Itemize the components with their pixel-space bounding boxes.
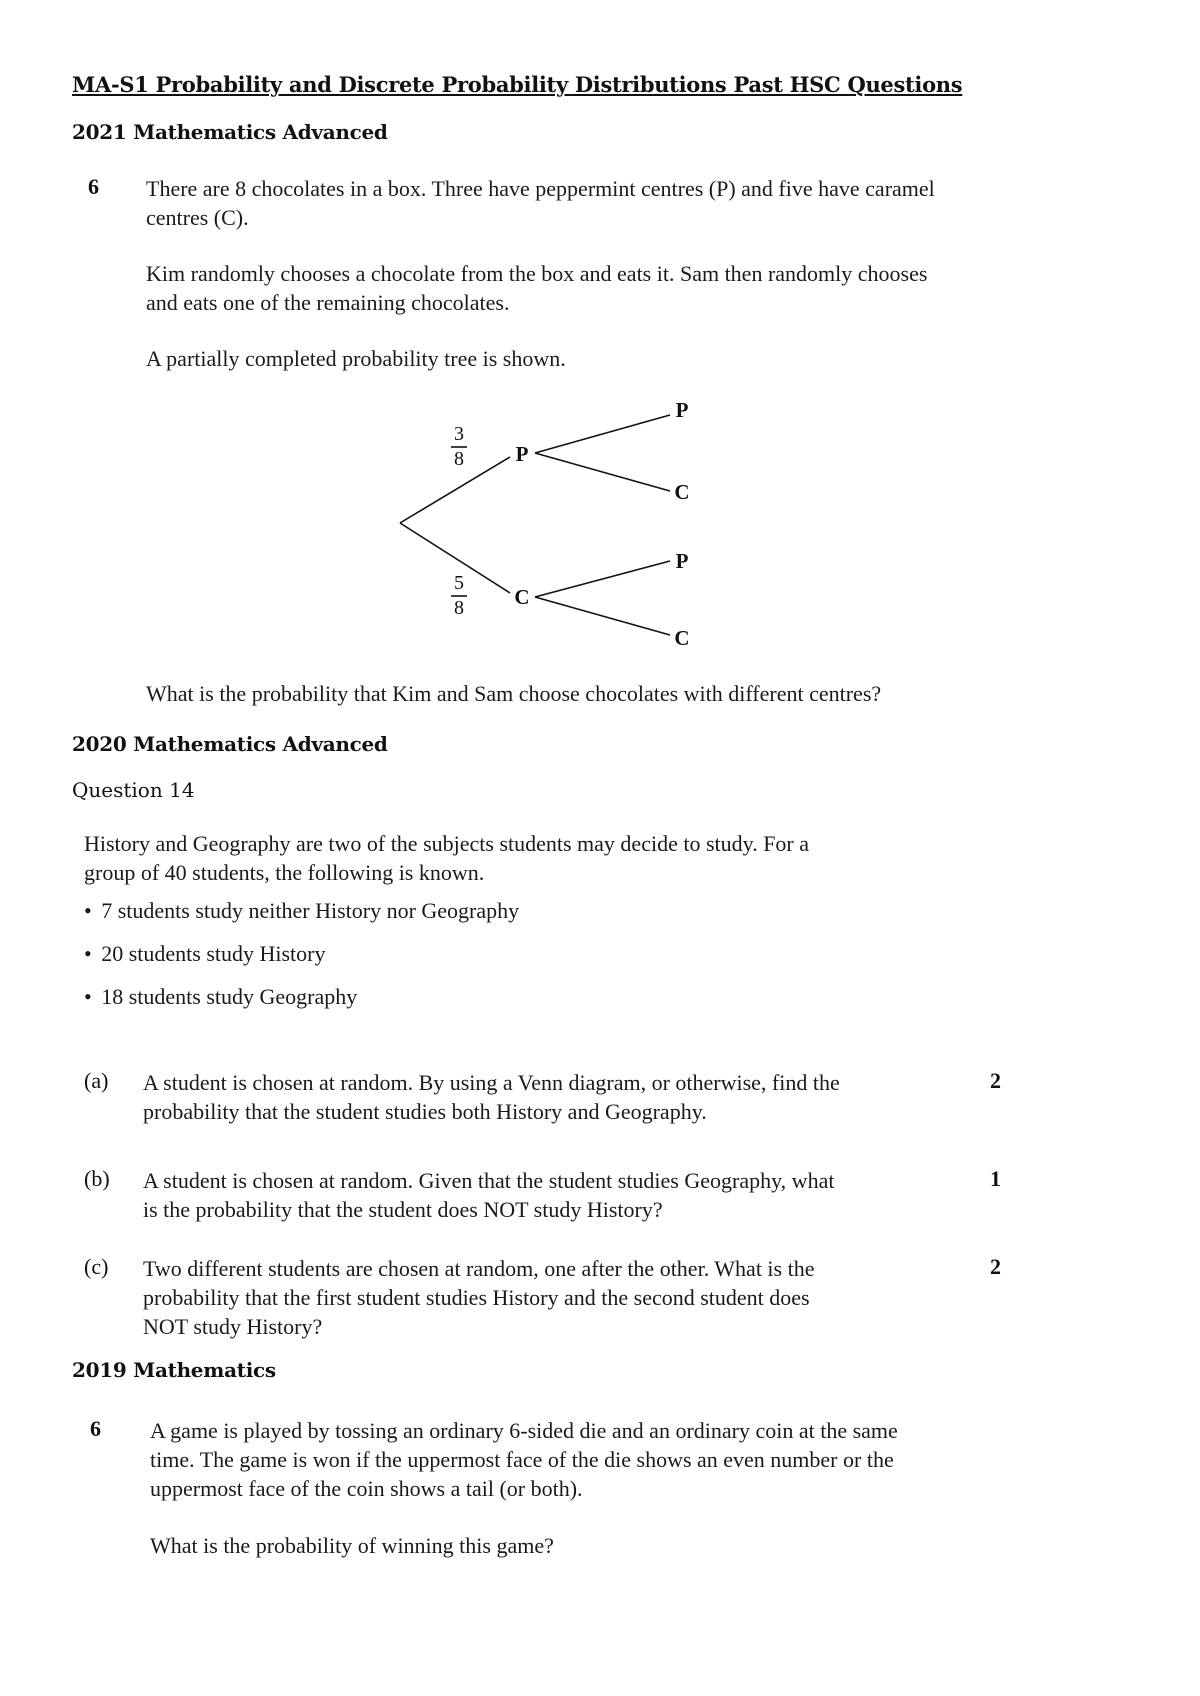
part-a-marks: 2: [990, 1068, 1001, 1093]
part-a-line1: A student is chosen at random. By using a Venn diagram, or otherwise, find the: [143, 1070, 840, 1095]
part-b-label: (b): [84, 1166, 110, 1191]
bullet-text: 20 students study History: [101, 941, 326, 966]
question-2019-text: [150, 1416, 898, 1503]
question-number-2019: 6: [90, 1416, 101, 1441]
branch-second-1: [535, 415, 670, 453]
question-2020-intro: [84, 829, 809, 887]
fraction-upper-numerator: 3: [454, 423, 464, 445]
question-2021-para3: A partially completed probability tree is shown.: [146, 346, 566, 371]
bullet-text: 18 students study Geography: [101, 984, 358, 1009]
question-2021-para2-line1: Kim randomly chooses a chocolate from the box and eats it. Sam then randomly chooses: [146, 261, 928, 286]
section-heading-2020: 2020 Mathematics Advanced: [72, 732, 388, 756]
node-first-upper: P: [515, 442, 529, 466]
question-2021-para1-line2: centres (C).: [146, 205, 249, 230]
question-2019-ask: What is the probability of winning this game?: [150, 1533, 554, 1558]
node-first-lower: C: [514, 585, 530, 609]
node-second-1: P: [675, 398, 689, 422]
question-2019-line2: time. The game is won if the uppermost face of the die shows an even number or the: [150, 1447, 894, 1472]
probability-tree: [380, 395, 710, 655]
part-a-label: (a): [84, 1068, 109, 1093]
part-c-line3: NOT study History?: [143, 1314, 323, 1339]
section-heading-2021: 2021 Mathematics Advanced: [72, 120, 388, 144]
bullet-item-1: [84, 896, 519, 925]
question-2021-para2-line2: and eats one of the remaining chocolates.: [146, 290, 510, 315]
question-2019-line1: A game is played by tossing an ordinary 6-sided die and an ordinary coin at the same: [150, 1418, 898, 1443]
fraction-lower-numerator: 5: [454, 572, 464, 594]
fraction-lower-denominator: 8: [454, 597, 464, 619]
branch-second-4: [535, 597, 670, 635]
question-2021-para1-line1: There are 8 chocolates in a box. Three have peppermint centres (P) and five have caramel: [146, 176, 935, 201]
part-a-line2: probability that the student studies both History and Geography.: [143, 1099, 707, 1124]
page-title: MA-S1 Probability and Discrete Probability Distributions Past HSC Questions: [72, 72, 963, 97]
bullet-dot: •: [84, 898, 92, 923]
question-2021-para2: [146, 259, 927, 317]
part-b-line2: is the probability that the student does NOT study History?: [143, 1197, 663, 1222]
bullet-dot: •: [84, 984, 92, 1009]
part-c-line1: Two different students are chosen at random, one after the other. What is the: [143, 1256, 815, 1281]
fraction-upper-denominator: 8: [454, 448, 464, 470]
branch-second-3: [535, 561, 670, 597]
question-2021-para1: [146, 174, 935, 232]
branch-second-2: [535, 453, 670, 491]
question-2020-intro-line2: group of 40 students, the following is known.: [84, 860, 485, 885]
question-2021-ask: What is the probability that Kim and Sam choose chocolates with different centres?: [146, 681, 882, 706]
part-c-line2: probability that the first student studies History and the second student does: [143, 1285, 810, 1310]
bullet-text: 7 students study neither History nor Geography: [101, 898, 520, 923]
bullet-item-3: [84, 982, 357, 1011]
part-b-line1: A student is chosen at random. Given that the student studies Geography, what: [143, 1168, 835, 1193]
part-c-marks: 2: [990, 1254, 1001, 1279]
part-c-label: (c): [84, 1254, 109, 1279]
node-second-2: C: [674, 480, 690, 504]
part-b-marks: 1: [990, 1166, 1001, 1191]
question-2020-intro-line1: History and Geography are two of the subjects students may decide to study. For a: [84, 831, 810, 856]
part-c-text: [143, 1254, 814, 1341]
node-second-3: P: [675, 549, 689, 573]
section-heading-2019: 2019 Mathematics: [72, 1358, 276, 1382]
question-number-2021: 6: [88, 174, 99, 199]
question-2019-line3: uppermost face of the coin shows a tail (or both).: [150, 1476, 583, 1501]
part-a-text: [143, 1068, 840, 1126]
node-second-4: C: [674, 626, 690, 650]
part-b-text: [143, 1166, 834, 1224]
bullet-item-2: [84, 939, 326, 968]
bullet-dot: •: [84, 941, 92, 966]
question-label-2020: Question 14: [72, 778, 195, 802]
